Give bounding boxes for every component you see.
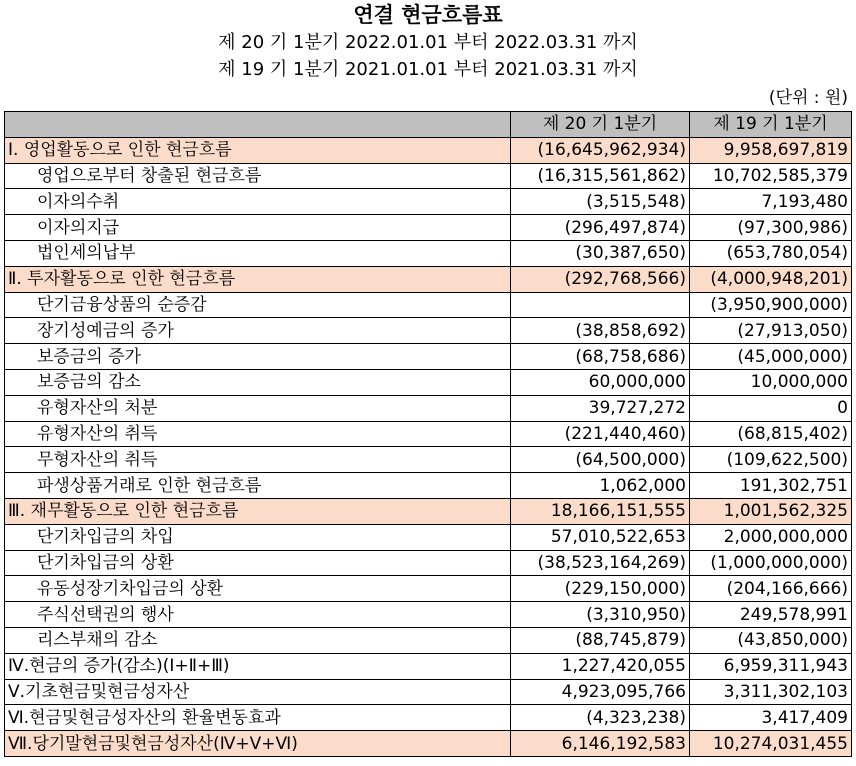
current-period-value [511, 292, 690, 318]
current-period-value: (30,387,650) [511, 240, 690, 266]
row-label: 단기차입금의 차입 [5, 524, 511, 550]
table-row [5, 602, 852, 628]
table-row [5, 421, 852, 447]
table-row [5, 189, 852, 215]
current-period-value: 39,727,272 [511, 395, 690, 421]
table-row [5, 369, 852, 395]
table-row-section [5, 731, 852, 757]
table-row [5, 627, 852, 653]
current-period-value: (68,758,686) [511, 344, 690, 370]
table-row [5, 524, 852, 550]
prior-period-value: (68,815,402) [690, 421, 852, 447]
current-period-value: (3,310,950) [511, 602, 690, 628]
table-row-section [5, 266, 852, 292]
row-label: Ⅱ. 투자활동으로 인한 현금흐름 [5, 266, 511, 292]
row-label: 이자의수취 [5, 189, 511, 215]
prior-period-value: 7,193,480 [690, 189, 852, 215]
prior-period-value: (653,780,054) [690, 240, 852, 266]
table-row [5, 163, 852, 189]
prior-period-value: (4,000,948,201) [690, 266, 852, 292]
row-label: 장기성예금의 증가 [5, 318, 511, 344]
row-label: Ⅲ. 재무활동으로 인한 현금흐름 [5, 498, 511, 524]
table-row [5, 473, 852, 499]
prior-period-value: 3,417,409 [690, 705, 852, 731]
table-row [5, 318, 852, 344]
prior-period-line: 제 19 기 1분기 2021.01.01 부터 2021.03.31 까지 [218, 59, 638, 80]
prior-period-value: (1,000,000,000) [690, 550, 852, 576]
row-label: 단기금융상품의 순증감 [5, 292, 511, 318]
current-period-value: 18,166,151,555 [511, 498, 690, 524]
table-row [5, 292, 852, 318]
prior-period-value: 3,311,302,103 [690, 679, 852, 705]
prior-period-value: (3,950,900,000) [690, 292, 852, 318]
table-row [5, 679, 852, 705]
row-label: Ⅵ.현금및현금성자산의 환율변동효과 [5, 705, 511, 731]
table-row [5, 240, 852, 266]
table-row-section [5, 137, 852, 163]
current-period-value: (3,515,548) [511, 189, 690, 215]
prior-period-value: 1,001,562,325 [690, 498, 852, 524]
prior-period-value: 191,302,751 [690, 473, 852, 499]
row-label: 보증금의 증가 [5, 344, 511, 370]
prior-period-value: 0 [690, 395, 852, 421]
table-row-section [5, 498, 852, 524]
current-period-value: (229,150,000) [511, 576, 690, 602]
prior-period-value: 10,702,585,379 [690, 163, 852, 189]
row-label: 유형자산의 취득 [5, 421, 511, 447]
header-label [5, 112, 511, 138]
table-row [5, 576, 852, 602]
row-label: 영업으로부터 창출된 현금흐름 [5, 163, 511, 189]
table-row [5, 395, 852, 421]
table-row [5, 344, 852, 370]
current-period-line: 제 20 기 1분기 2022.01.01 부터 2022.03.31 까지 [218, 32, 638, 53]
prior-period-value: (45,000,000) [690, 344, 852, 370]
current-period-value: 1,227,420,055 [511, 653, 690, 679]
statement-title: 연결 현금흐름표 [353, 3, 503, 27]
current-period-value: 6,146,192,583 [511, 731, 690, 757]
cash-flow-table [4, 111, 852, 757]
unit-label: (단위 : 원) [768, 88, 848, 108]
table-row [5, 215, 852, 241]
current-period-value: (4,323,238) [511, 705, 690, 731]
current-period-value: (16,315,561,862) [511, 163, 690, 189]
table-row [5, 705, 852, 731]
row-label: 유동성장기차입금의 상환 [5, 576, 511, 602]
table-header-row [5, 112, 852, 138]
table-row [5, 550, 852, 576]
row-label: Ⅶ.당기말현금및현금성자산(Ⅳ+Ⅴ+Ⅵ) [5, 731, 511, 757]
table-row [5, 653, 852, 679]
row-label: Ⅰ. 영업활동으로 인한 현금흐름 [5, 137, 511, 163]
row-label: 파생상품거래로 인한 현금흐름 [5, 473, 511, 499]
prior-period-value: 249,578,991 [690, 602, 852, 628]
prior-period-value: (97,300,986) [690, 215, 852, 241]
row-label: 무형자산의 취득 [5, 447, 511, 473]
prior-period-value: (109,622,500) [690, 447, 852, 473]
row-label: 단기차입금의 상환 [5, 550, 511, 576]
prior-period-value: (204,166,666) [690, 576, 852, 602]
header-prior-period: 제 19 기 1분기 [690, 112, 852, 138]
current-period-value: (88,745,879) [511, 627, 690, 653]
row-label: 보증금의 감소 [5, 369, 511, 395]
table-row [5, 447, 852, 473]
prior-period-value: 10,000,000 [690, 369, 852, 395]
current-period-value: 1,062,000 [511, 473, 690, 499]
row-label: Ⅳ.현금의 증가(감소)(Ⅰ+Ⅱ+Ⅲ) [5, 653, 511, 679]
row-label: 이자의지급 [5, 215, 511, 241]
prior-period-value: 9,958,697,819 [690, 137, 852, 163]
prior-period-value: (43,850,000) [690, 627, 852, 653]
current-period-value: (221,440,460) [511, 421, 690, 447]
current-period-value: 60,000,000 [511, 369, 690, 395]
current-period-value: (292,768,566) [511, 266, 690, 292]
row-label: 주식선택권의 행사 [5, 602, 511, 628]
current-period-value: 4,923,095,766 [511, 679, 690, 705]
header-current-period: 제 20 기 1분기 [511, 112, 690, 138]
prior-period-value: 10,274,031,455 [690, 731, 852, 757]
row-label: 유형자산의 처분 [5, 395, 511, 421]
current-period-value: (38,858,692) [511, 318, 690, 344]
current-period-value: (64,500,000) [511, 447, 690, 473]
current-period-value: (38,523,164,269) [511, 550, 690, 576]
row-label: 법인세의납부 [5, 240, 511, 266]
row-label: Ⅴ.기초현금및현금성자산 [5, 679, 511, 705]
table-body [5, 137, 852, 756]
current-period-value: 57,010,522,653 [511, 524, 690, 550]
current-period-value: (296,497,874) [511, 215, 690, 241]
prior-period-value: 6,959,311,943 [690, 653, 852, 679]
current-period-value: (16,645,962,934) [511, 137, 690, 163]
prior-period-value: (27,913,050) [690, 318, 852, 344]
row-label: 리스부채의 감소 [5, 627, 511, 653]
prior-period-value: 2,000,000,000 [690, 524, 852, 550]
